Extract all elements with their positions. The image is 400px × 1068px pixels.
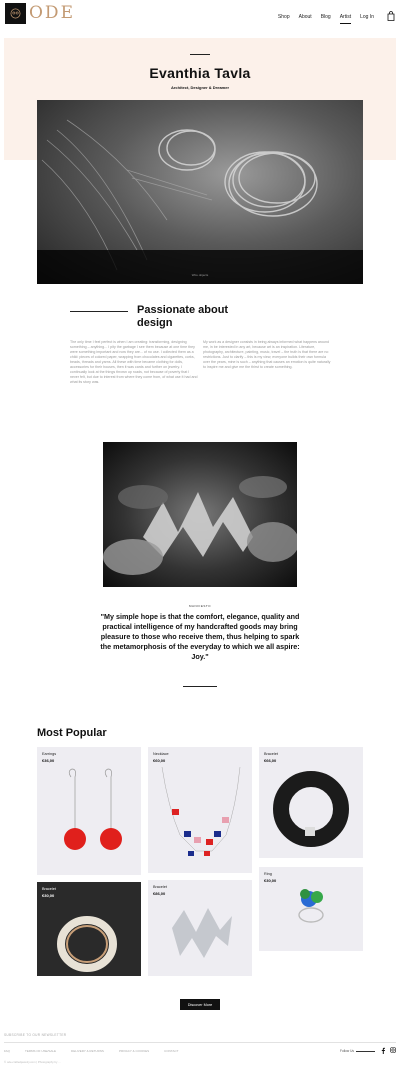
product-card-bracelet-mesh[interactable]	[148, 880, 252, 976]
logo-wordmark[interactable]: ODE	[29, 3, 75, 23]
footer-link-privacy[interactable]: PRIVACY & COOKIES	[118, 1049, 150, 1053]
nav-blog[interactable]: Blog	[320, 14, 331, 20]
hands-holding-mesh-illustration	[103, 442, 297, 587]
footer-divider	[4, 1042, 396, 1043]
owl-logo-icon	[10, 8, 21, 19]
nav-about[interactable]: About	[298, 14, 312, 20]
footer-link-delivery[interactable]: DELIVERY & RETURNS	[71, 1049, 104, 1053]
manifesto-label: MANIFESTO	[189, 604, 211, 608]
product-card-necklace[interactable]	[148, 747, 252, 873]
product-price: €36,00	[42, 758, 55, 763]
section-divider	[70, 311, 128, 312]
footer-link-terms[interactable]: TERMS OF USE/SALE	[25, 1049, 57, 1053]
product-price: €66,00	[264, 758, 277, 763]
follow-divider	[356, 1051, 375, 1052]
copyright-text: © ode-craftedjewelry.com | Photography by ...	[4, 1060, 61, 1064]
follow-us-label: Follow Us	[340, 1049, 354, 1053]
instagram-icon[interactable]	[390, 1047, 396, 1053]
necklace-image	[148, 747, 252, 873]
nav-artist[interactable]: Artist	[339, 14, 352, 20]
product-type: Bracelet	[42, 887, 56, 891]
artist-subtitle: Architect, Designer & Dreamer	[170, 85, 230, 90]
product-card-bracelet-black[interactable]	[259, 747, 363, 858]
manifesto-divider	[183, 686, 217, 687]
cart-icon[interactable]	[387, 11, 395, 21]
earrings-image	[37, 747, 141, 875]
footer-link-contact[interactable]: CONTACT	[164, 1049, 179, 1053]
main-nav	[269, 14, 374, 21]
product-price: €30,00	[42, 893, 55, 898]
nav-shop[interactable]: Shop	[277, 14, 290, 20]
most-popular-heading: Most Popular	[37, 727, 107, 739]
bio-text-left: The only time I feel perfect is when I am creating: transforming, designing something – anything... I pity the garbage I see them because at one time they were something important and now they are... of no use. I collected them as a child: pieces of colored paper, wrapping from chocolates and cigarettes, corks, beads, threads and yarns. All these with time became clothing for dolls, accessories for their houses, then it was cards and further on jewelry. I continually look at the things thrown up roads, not because of poverty that I never felt, but due to interest from where they come from, of what use it had and what its story was.	[70, 340, 198, 384]
logo[interactable]	[5, 3, 26, 24]
product-price: €86,00	[153, 891, 166, 896]
passionate-heading: Passionate about design	[137, 304, 229, 329]
product-price: €30,00	[264, 878, 277, 883]
footer-link-faq[interactable]: FAQ	[4, 1049, 11, 1053]
artist-name: Evanthia Tavla	[149, 65, 251, 81]
discover-more-button[interactable]: Discover More	[180, 999, 220, 1010]
product-card-ring[interactable]	[259, 867, 363, 951]
hero-caption: Wire objects	[191, 273, 209, 277]
product-type: Necklace	[153, 752, 169, 756]
hero-photo	[37, 100, 363, 284]
facebook-icon[interactable]	[380, 1047, 386, 1054]
product-price: €60,00	[153, 758, 166, 763]
footer-links	[4, 1049, 193, 1053]
product-card-earrings[interactable]	[37, 747, 141, 875]
hero-divider	[190, 54, 210, 55]
bio-text-right: My work as a designer consists in being always informed what happens around me, in be interested in any art, because art is an inspiration. Literature, photography, architecture, painting, music, travel – the truth is that there are no restrictions. Just to clarify – this is my view, everyone builds their own formula over the years, mine is such – anything that causes an emotion is quite naturally to inspire me and give me the thirst to create something.	[203, 340, 331, 369]
product-type: Bracelet	[153, 885, 167, 889]
manifesto-quote: "My simple hope is that the comfort, elegance, quality and practical intelligence of my handcrafted goods may bring pleasure to those who receive them, thus helping to spark the metamorphosis of the everyday to which we all aspire: Joy."	[100, 612, 300, 661]
product-card-bracelet-white[interactable]	[37, 882, 141, 976]
nav-login[interactable]: Log In	[360, 14, 374, 20]
product-type: Earrings	[42, 752, 57, 756]
product-type: Ring	[264, 872, 272, 876]
manifesto-photo	[103, 442, 297, 587]
product-type: Bracelet	[264, 752, 278, 756]
hero-overlay-bar	[37, 250, 363, 284]
newsletter-link[interactable]: SUBSCRIBE TO OUR NEWSLETTER	[4, 1033, 67, 1037]
black-bracelet-image	[259, 747, 363, 858]
header	[0, 0, 400, 28]
